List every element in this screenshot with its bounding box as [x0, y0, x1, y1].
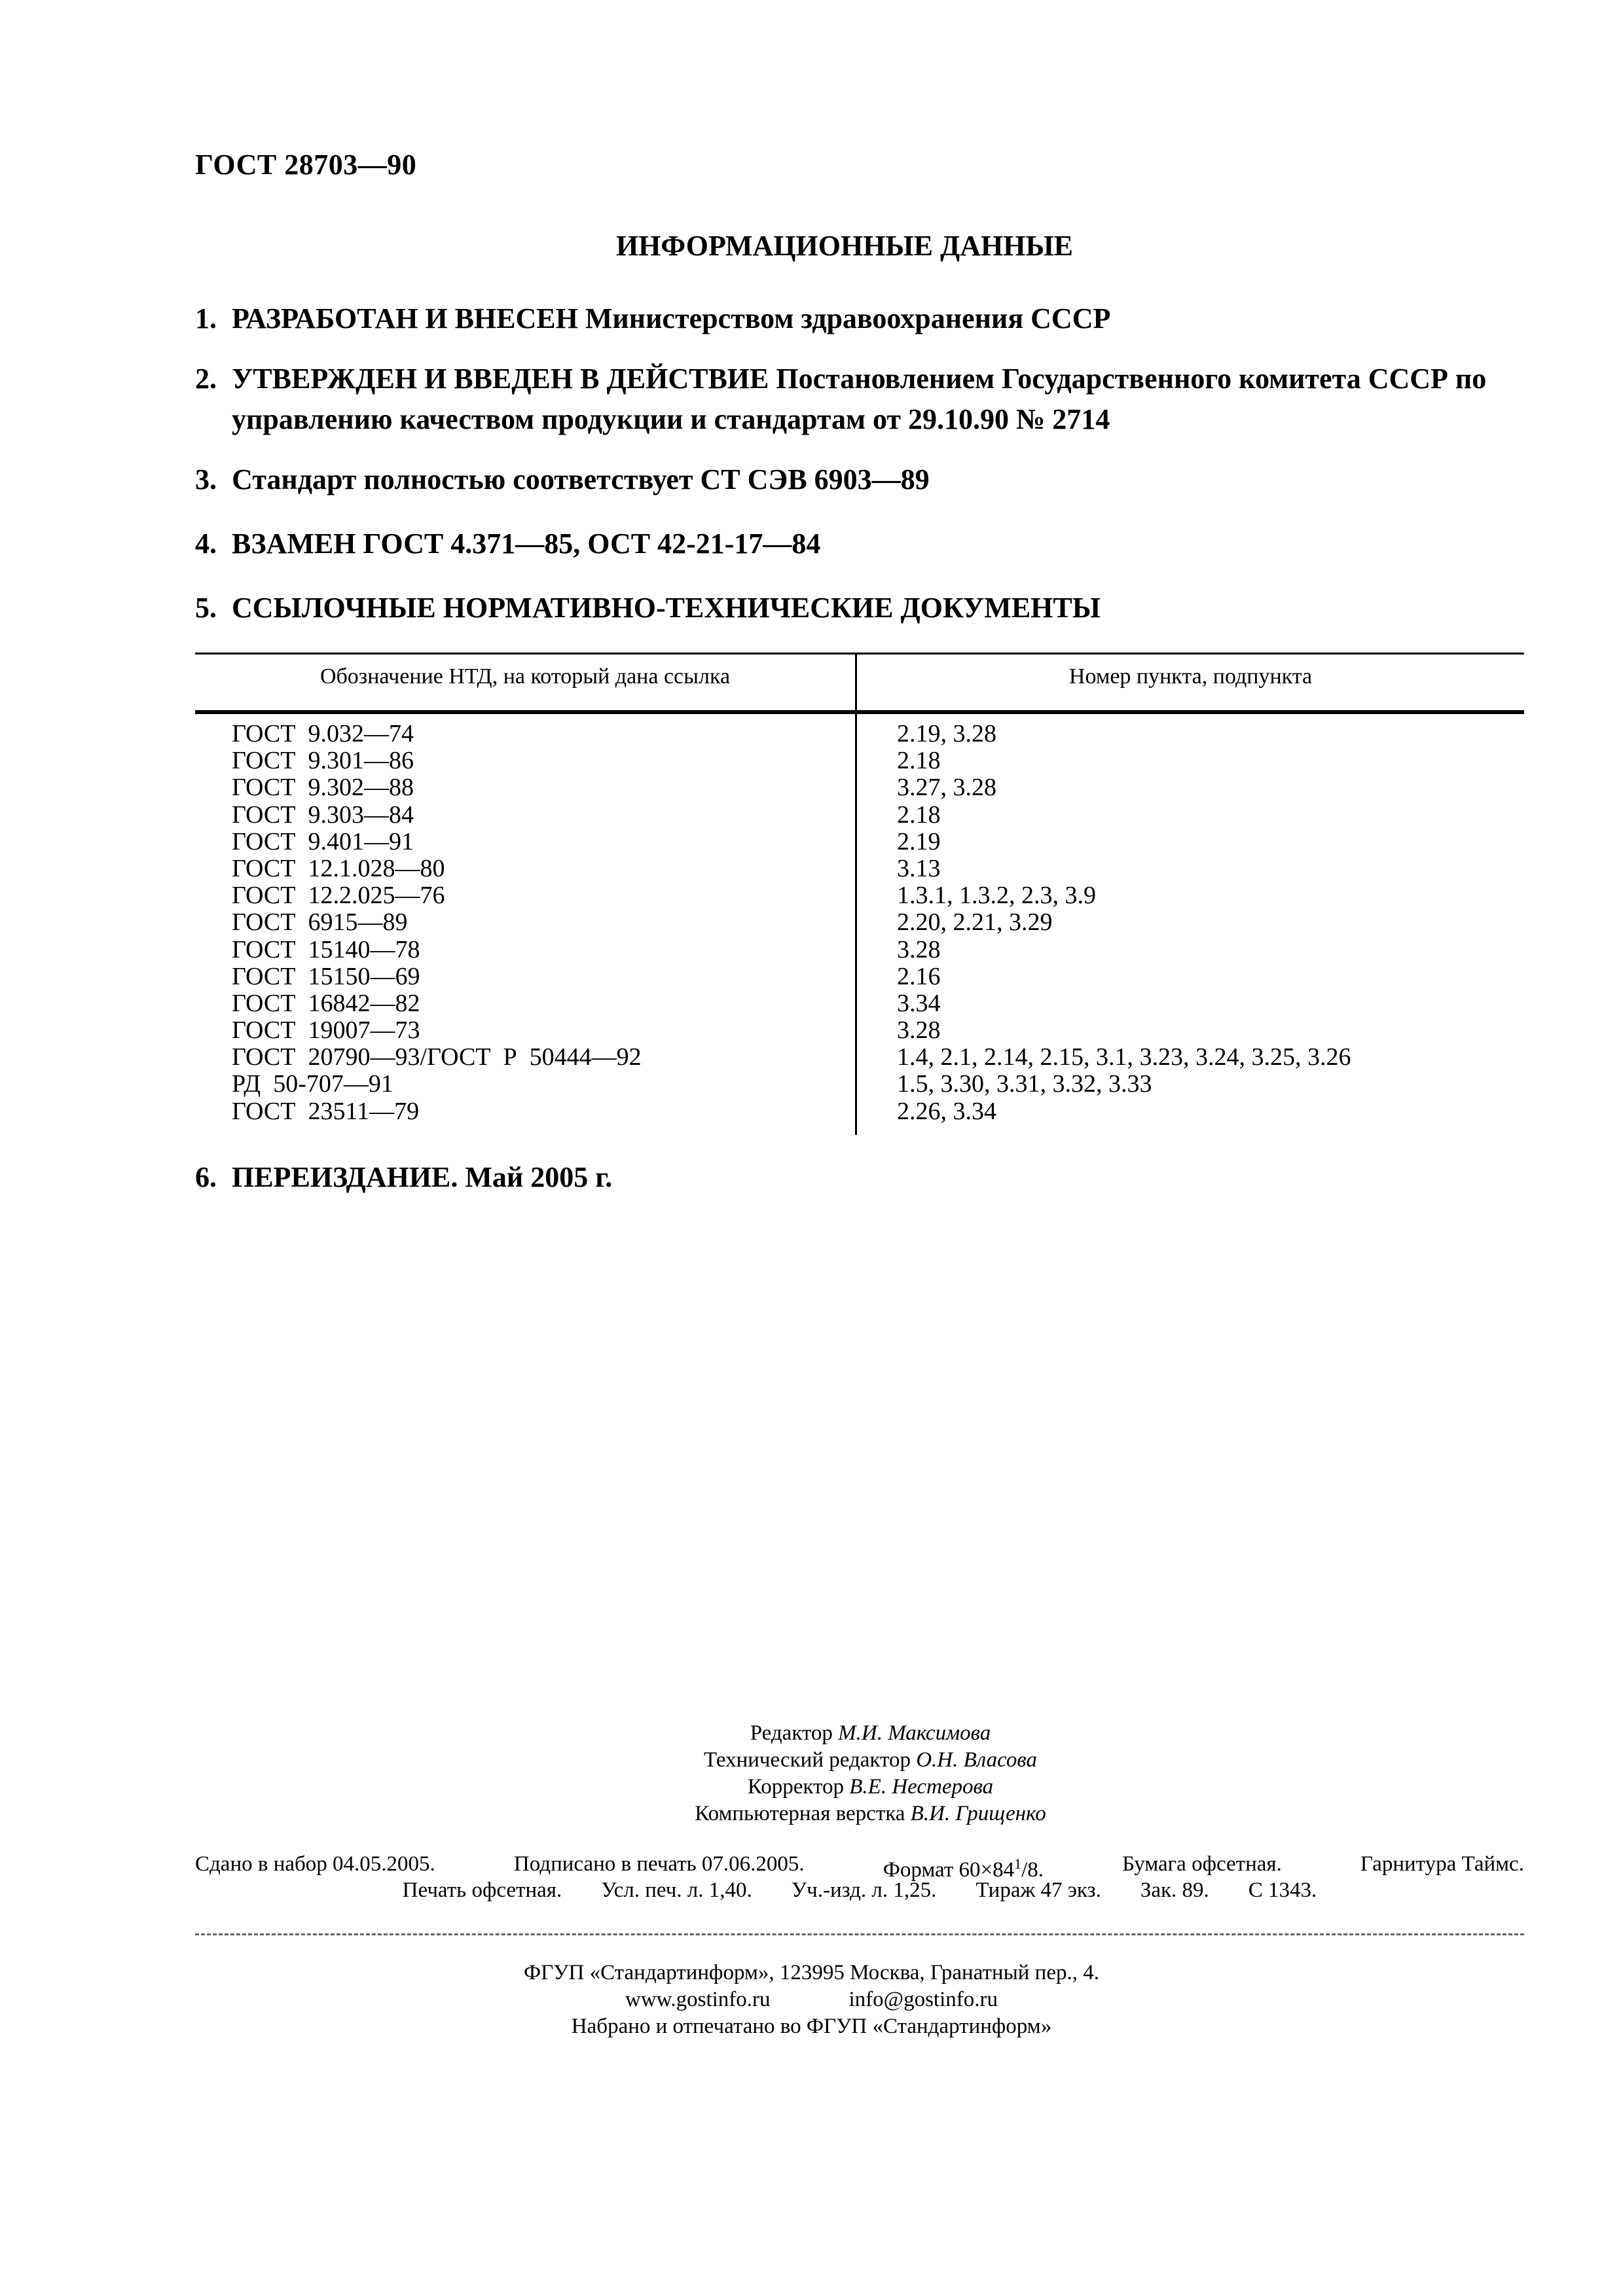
pub-code: С 1343.	[1248, 1878, 1317, 1902]
table-cell-document: ГОСТ 15140—78	[232, 935, 420, 963]
publisher-printed: Набрано и отпечатано во ФГУП «Стандартинформ»	[571, 2015, 1052, 2038]
publisher-email: info@gostinfo.ru	[848, 1988, 998, 2011]
table-cell-document: ГОСТ 19007—73	[232, 1016, 420, 1045]
table-cell-clause: 2.19	[897, 827, 941, 855]
item-caps: ССЫЛОЧНЫЕ НОРМАТИВНО-ТЕХНИЧЕСКИЕ ДОКУМЕНТЫ	[232, 592, 1101, 624]
dashed-divider	[195, 1933, 1524, 1935]
table-cell-document: ГОСТ 9.401—91	[232, 827, 414, 855]
table-cell-clause: 1.3.1, 1.3.2, 2.3, 3.9	[897, 882, 1096, 910]
table-header-document: Обозначение НТД, на который дана ссылка	[319, 664, 731, 689]
table-header-rule	[195, 710, 1524, 714]
section-title: ИНФОРМАЦИОННЫЕ ДАННЫЕ	[615, 230, 1074, 262]
table-cell-clause: 2.26, 3.34	[897, 1097, 996, 1125]
pub-order: Зак. 89.	[1140, 1878, 1209, 1902]
table-cell-document: ГОСТ 20790—93/ГОСТ Р 50444—92	[232, 1043, 642, 1071]
info-item-3	[195, 459, 1524, 500]
credits-block	[0, 1720, 1623, 1827]
table-cell-clause: 3.27, 3.28	[897, 774, 996, 802]
table-cell-document: ГОСТ 23511—79	[232, 1097, 420, 1125]
publication-line-2	[195, 1877, 1524, 1903]
table-cell-clause: 3.28	[897, 935, 941, 963]
table-cell-clause: 3.34	[897, 989, 941, 1017]
item-caps: ВЗАМЕН ГОСТ 4.371—85, ОСТ 42-21-17—84	[232, 528, 821, 560]
item-number: 3.	[195, 463, 217, 495]
table-cell-clause: 3.28	[897, 1016, 941, 1045]
table-cell-clause: 2.19, 3.28	[897, 720, 996, 747]
info-item-5	[195, 588, 1524, 628]
table-column-documents	[232, 721, 642, 1125]
pub-typeset-date: Сдано в набор 04.05.2005.	[195, 1852, 435, 1876]
table-cell-document: ГОСТ 15150—69	[232, 962, 420, 990]
reference-table	[195, 653, 1524, 1135]
item-number: 2.	[195, 363, 217, 395]
pub-edition-sheets: Уч.-изд. л. 1,25.	[791, 1878, 937, 1902]
table-cell-clause: 2.16	[897, 962, 941, 990]
pub-signed-date: Подписано в печать 07.06.2005.	[513, 1852, 805, 1876]
item-text: Министерством здравоохранения СССР	[577, 302, 1111, 334]
table-cell-document: ГОСТ 12.2.025—76	[232, 882, 445, 910]
table-column-clauses	[897, 721, 1351, 1125]
table-cell-clause: 2.20, 2.21, 3.29	[897, 908, 1053, 937]
item-text: Стандарт полностью соответствует СТ СЭВ 6903—89	[232, 463, 930, 495]
credit-editor: Редактор М.И. Максимова	[750, 1721, 991, 1745]
item-caps: УТВЕРЖДЕН И ВВЕДЕН В ДЕЙСТВИЕ	[232, 363, 769, 395]
item-number: 1.	[195, 302, 217, 334]
item-number: 5.	[195, 592, 217, 624]
pub-printing: Печать офсетная.	[402, 1878, 562, 1902]
credit-layout: Компьютерная верстка В.И. Грищенко	[695, 1802, 1046, 1825]
document-header: ГОСТ 28703—90	[195, 149, 417, 181]
credit-tech-editor: Технический редактор О.Н. Власова	[703, 1748, 1038, 1772]
pub-paper: Бумага офсетная.	[1122, 1852, 1282, 1876]
publisher-footer	[0, 1960, 1623, 2040]
publisher-website: www.gostinfo.ru	[625, 1988, 771, 2011]
pub-print-sheets: Усл. печ. л. 1,40.	[601, 1878, 752, 1902]
table-cell-clause: 2.18	[897, 747, 941, 775]
pub-circulation: Тираж 47 экз.	[976, 1878, 1101, 1902]
table-cell-document: ГОСТ 16842—82	[232, 989, 420, 1017]
info-item-6	[195, 1157, 1524, 1198]
table-column-divider	[855, 653, 857, 1135]
table-cell-clause: 3.13	[897, 854, 941, 882]
table-cell-clause: 2.18	[897, 800, 941, 829]
item-number: 6.	[195, 1161, 217, 1193]
table-cell-document: ГОСТ 12.1.028—80	[232, 854, 445, 882]
info-item-4	[195, 524, 1524, 564]
info-item-2	[195, 359, 1524, 440]
table-cell-document: ГОСТ 6915—89	[232, 908, 408, 937]
table-cell-document: ГОСТ 9.303—84	[232, 800, 414, 829]
table-header-clause: Номер пункта, подпункта	[1068, 664, 1313, 689]
item-number: 4.	[195, 528, 217, 560]
table-top-rule	[195, 653, 1524, 655]
table-cell-document: ГОСТ 9.301—86	[232, 747, 414, 775]
table-cell-clause: 1.4, 2.1, 2.14, 2.15, 3.1, 3.23, 3.24, 3.25, 3.26	[897, 1043, 1351, 1071]
table-cell-document: РД 50-707—91	[232, 1070, 393, 1098]
pub-format: Формат $60\times 84^1/8$.	[883, 1856, 1044, 1882]
table-cell-document: ГОСТ 9.302—88	[232, 774, 414, 802]
pub-typeface: Гарнитура Таймс.	[1360, 1852, 1524, 1876]
item-text: Постановлением Государственного комитета СССР по управлению качеством продукции и стандартам от 29.10.90 № 2714	[232, 363, 1487, 435]
item-caps: РАЗРАБОТАН И ВНЕСЕН	[232, 302, 578, 334]
table-cell-clause: 1.5, 3.30, 3.31, 3.32, 3.33	[897, 1070, 1152, 1098]
publisher-address: ФГУП «Стандартинформ», 123995 Москва, Гранатный пер., 4.	[524, 1961, 1099, 1984]
item-caps: ПЕРЕИЗДАНИЕ. Май 2005 г.	[232, 1161, 613, 1193]
credit-proofreader: Корректор В.Е. Нестерова	[747, 1775, 994, 1799]
info-item-1	[195, 298, 1524, 339]
table-cell-document: ГОСТ 9.032—74	[232, 720, 414, 747]
